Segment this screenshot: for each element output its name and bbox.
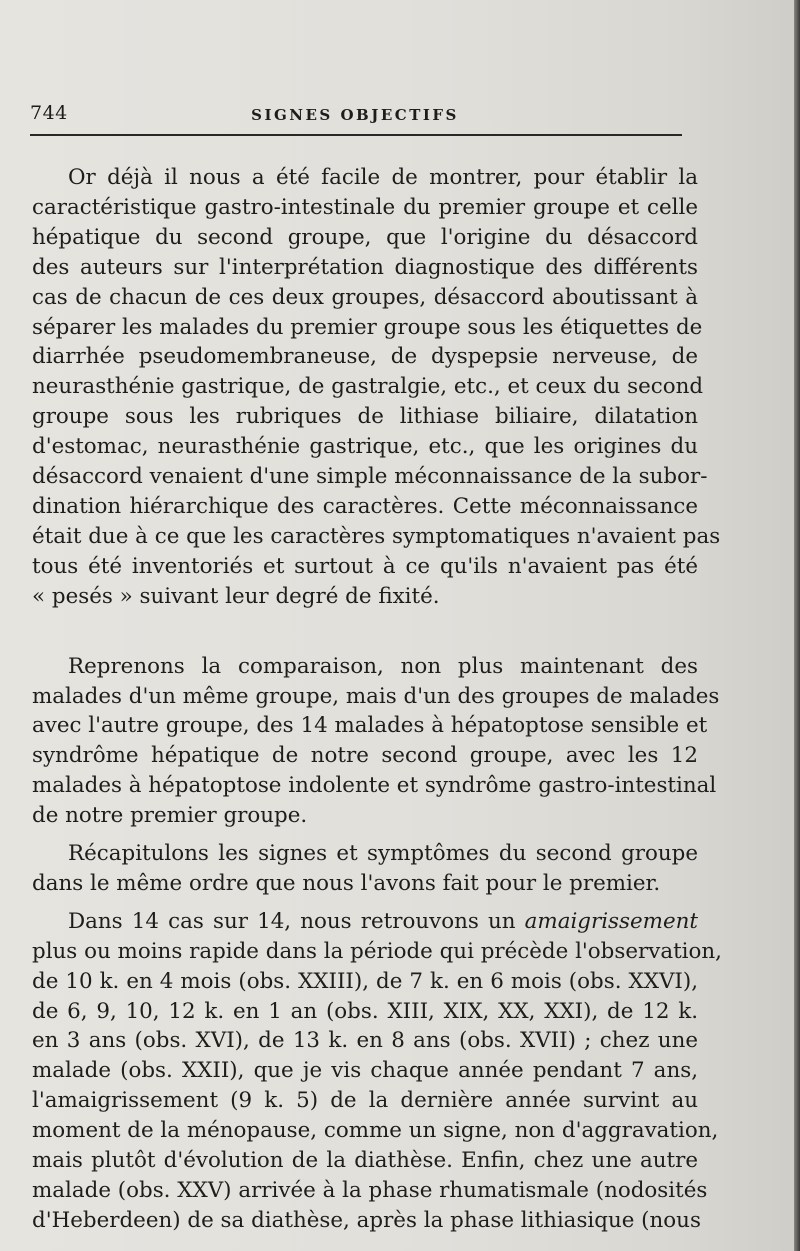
text-line: l'amaigrissement (9 k. 5) de la dernière année survint au [32, 1088, 698, 1114]
paragraph-3 [32, 839, 698, 899]
text-line: « pesés » suivant leur degré de fixité. [32, 583, 440, 609]
text-line: d'Heberdeen) de sa diathèse, après la phase lithiasique (nous [32, 1207, 701, 1233]
text-line: dans le même ordre que nous l'avons fait pour le premier. [32, 870, 661, 896]
text-line [32, 907, 698, 937]
paragraph-1 [32, 163, 721, 612]
text-line: Reprenons la comparaison, non plus maintenant des [68, 653, 698, 679]
text-line: hépatique du second groupe, que l'origine du désaccord [32, 224, 698, 250]
text-line: malades à hépatoptose indolente et syndrôme gastro-intestinal [32, 773, 717, 799]
emphasized-term: amaigrissement [524, 908, 698, 934]
text-run: Dans 14 cas sur 14, nous retrouvons un [68, 908, 516, 934]
text-line: désaccord venaient d'une simple méconnaissance de la subor- [32, 464, 708, 490]
text-line: groupe sous les rubriques de lithiase biliaire, dilatation [32, 404, 698, 430]
paragraph-4 [32, 907, 722, 1236]
paragraph-gap [32, 831, 698, 839]
text-line: malade (obs. XXV) arrivée à la phase rhumatismale (nodosités [32, 1178, 708, 1203]
text-line: cas de chacun de ces deux groupes, désaccord aboutissant à [32, 284, 698, 310]
text-line: en 3 ans (obs. XVI), de 13 k. en 8 ans (obs. XVII) ; chez une [32, 1028, 698, 1054]
text-line: dination hiérarchique des caractères. Cette méconnaissance [32, 493, 698, 519]
text-line: de 10 k. en 4 mois (obs. XXIII), de 7 k. en 6 mois (obs. XXVI), [32, 968, 698, 994]
text-line: mais plutôt d'évolution de la diathèse. Enfin, chez une autre [32, 1148, 698, 1174]
text-line: tous été inventoriés et surtout à ce qu'ils n'avaient pas été [32, 553, 698, 579]
text-line: moment de la ménopause, comme un signe, non d'aggravation, [32, 1118, 719, 1144]
text-line: plus ou moins rapide dans la période qui précède l'observation, [32, 938, 722, 964]
paragraph-gap [32, 612, 698, 652]
text-line: diarrhée pseudomembraneuse, de dyspepsie nerveuse, de [32, 344, 698, 370]
paragraph-gap [32, 899, 698, 907]
text-line: avec l'autre groupe, des 14 malades à hépatoptose sensible et [32, 713, 708, 739]
header-rule [30, 134, 682, 136]
text-line: malade (obs. XXII), que je vis chaque année pendant 7 ans, [32, 1058, 698, 1084]
page-body [32, 163, 722, 1236]
text-line: Récapitulons les signes et symptômes du second groupe [68, 841, 698, 867]
text-line: de notre premier groupe. [32, 803, 308, 829]
text-line: malades d'un même groupe, mais d'un des groupes de malades [32, 683, 720, 709]
text-line: de 6, 9, 10, 12 k. en 1 an (obs. XIII, XIX, XX, XXI), de 12 k. [32, 998, 698, 1024]
text-line: était due à ce que les caractères symptomatiques n'avaient pas [32, 523, 721, 549]
text-line: séparer les malades du premier groupe sous les étiquettes de [32, 314, 703, 340]
text-line: Or déjà il nous a été facile de montrer, pour établir la [68, 165, 698, 190]
text-line: caractéristique gastro-intestinale du premier groupe et celle [32, 194, 698, 220]
running-title: SIGNES OBJECTIFS [251, 106, 459, 124]
paragraph-2 [32, 652, 720, 831]
page-number: 744 [30, 102, 68, 124]
text-line: neurasthénie gastrique, de gastralgie, etc., et ceux du second [32, 374, 704, 400]
page-header [30, 102, 680, 130]
text-line: des auteurs sur l'interprétation diagnostique des différents [32, 254, 698, 280]
text-line: syndrôme hépatique de notre second groupe, avec les 12 [32, 743, 698, 769]
text-line: d'estomac, neurasthénie gastrique, etc., que les origines du [32, 434, 698, 460]
page-edge-shadow [794, 0, 800, 1251]
